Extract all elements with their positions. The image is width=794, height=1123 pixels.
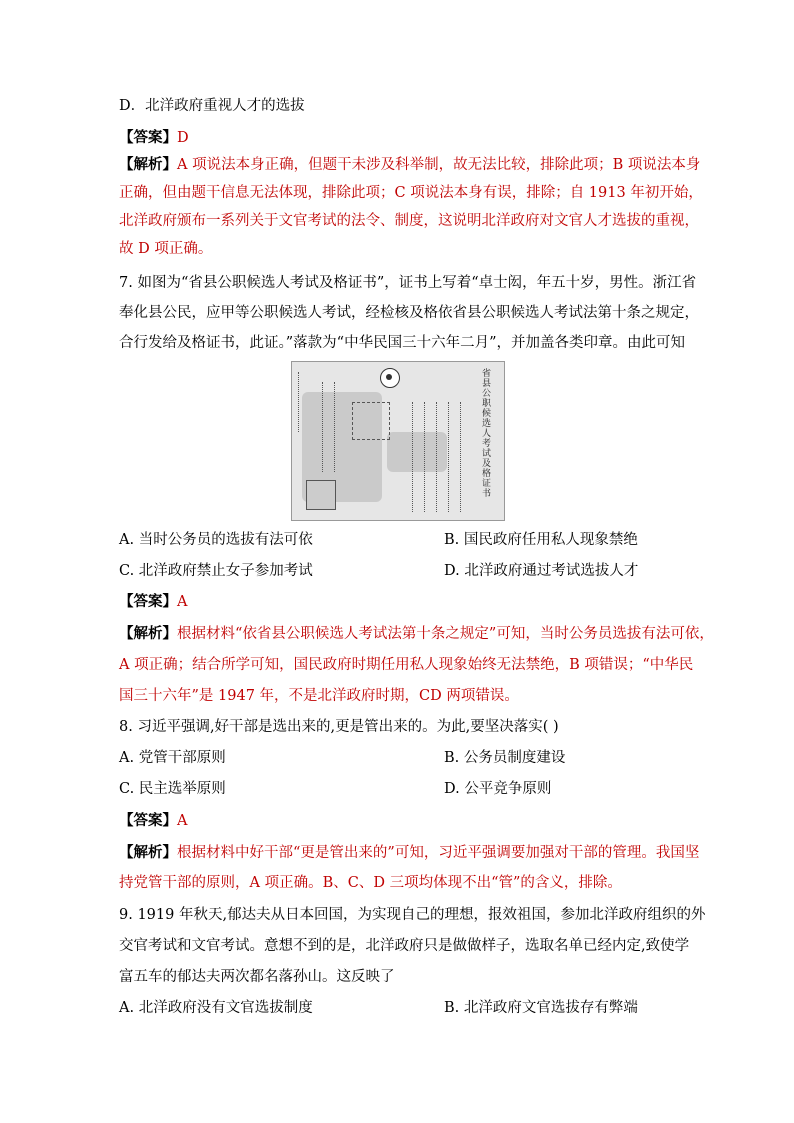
- stamp-icon: [352, 402, 390, 440]
- q9-option-a: A. 北洋政府没有文官选拔制度: [119, 1000, 313, 1016]
- certificate-title: 省县公职候选人考试及格证书: [480, 368, 490, 498]
- q6-analysis-line-2: 正确，但由题干信息无法体现，排除此项；C 项说法本身有误，排除；自 1913 年初开始，: [119, 185, 703, 201]
- q8-option-c: C. 民主选举原则: [119, 781, 226, 797]
- answer-label: 【答案】: [119, 812, 177, 829]
- q7-stem-line-3: 合行发给及格证书，此证。”落款为“中华民国三十六年二月”，并加盖各类印章。由此可知: [119, 335, 685, 351]
- q9-stem-line-3: 富五车的郁达夫两次都名落孙山。这反映了: [119, 969, 395, 985]
- q6-analysis-line-3: 北洋政府颁布一系列关于文官考试的法令、制度，这说明北洋政府对文官人才选拔的重视，: [119, 213, 699, 229]
- q8-answer-line: [119, 811, 187, 831]
- q9-stem-line-2: 交官考试和文官考试。意想不到的是，北洋政府只是做做样子，选取名单已经内定,致使学: [119, 938, 690, 954]
- q6-analysis-line-4: 故 D 项正确。: [119, 241, 213, 257]
- q7-option-a: A. 当时公务员的选拔有法可依: [119, 532, 313, 548]
- q8-option-b: B. 公务员制度建设: [444, 750, 566, 766]
- answer-value: D: [177, 130, 189, 146]
- q7-option-b: B. 国民政府任用私人现象禁绝: [444, 532, 638, 548]
- q7-option-d: D. 北洋政府通过考试选拔人才: [444, 563, 639, 579]
- q8-analysis-line-2: 持党管干部的原则，A 项正确。B、C、D 三项均体现不出“管”的含义，排除。: [119, 875, 622, 891]
- certificate-photo: [291, 361, 505, 521]
- answer-value: A: [177, 594, 188, 610]
- q7-analysis-line-2: A 项正确；结合所学可知，国民政府时期任用私人现象始终无法禁绝，B 项错误；“中华民: [119, 657, 694, 673]
- q6-option-d: D．北洋政府重视人才的选拔: [119, 98, 305, 114]
- stamp-icon: [306, 480, 336, 510]
- q8-analysis-line-1: 【解析】根据材料中好干部“更是管出来的”可知，习近平强调要加强对干部的管理。我国坚: [119, 844, 700, 861]
- q7-answer-line: [119, 592, 187, 612]
- emblem-icon: [380, 368, 400, 388]
- answer-label: 【答案】: [119, 593, 177, 610]
- q7-stem-line-1: 7. 如图为“省县公职候选人考试及格证书”，证书上写着“卓士闳，年五十岁，男性。浙江省: [119, 275, 697, 291]
- q8-option-d: D. 公平竞争原则: [444, 781, 552, 797]
- q9-option-b: B. 北洋政府文官选拔存有弊端: [444, 1000, 638, 1016]
- q6-analysis-line-1: 【解析】A 项说法本身正确，但题干未涉及科举制，故无法比较，排除此项；B 项说法本身: [119, 156, 701, 173]
- analysis-label: 【解析】: [119, 844, 177, 861]
- q7-option-c: C. 北洋政府禁止女子参加考试: [119, 563, 313, 579]
- q6-answer-line: [119, 128, 189, 148]
- answer-value: A: [177, 813, 188, 829]
- q9-stem-line-1: 9. 1919 年秋天,郁达夫从日本回国，为实现自己的理想，报效祖国，参加北洋政府组织的外: [119, 907, 706, 923]
- analysis-label: 【解析】: [119, 156, 177, 173]
- analysis-label: 【解析】: [119, 625, 177, 642]
- q8-stem: 8. 习近平强调,好干部是选出来的,更是管出来的。为此,要坚决落实( ): [119, 719, 559, 735]
- q7-stem-line-2: 奉化县公民，应甲等公职候选人考试，经检核及格依省县公职候选人考试法第十条之规定，: [119, 305, 699, 321]
- q7-analysis-line-3: 国三十六年”是 1947 年，不是北洋政府时期，CD 两项错误。: [119, 688, 519, 704]
- q7-analysis-line-1: 【解析】根据材料“依省县公职候选人考试法第十条之规定”可知，当时公务员选拔有法可依，: [119, 625, 714, 642]
- q8-option-a: A. 党管干部原则: [119, 750, 226, 766]
- answer-label: 【答案】: [119, 129, 177, 146]
